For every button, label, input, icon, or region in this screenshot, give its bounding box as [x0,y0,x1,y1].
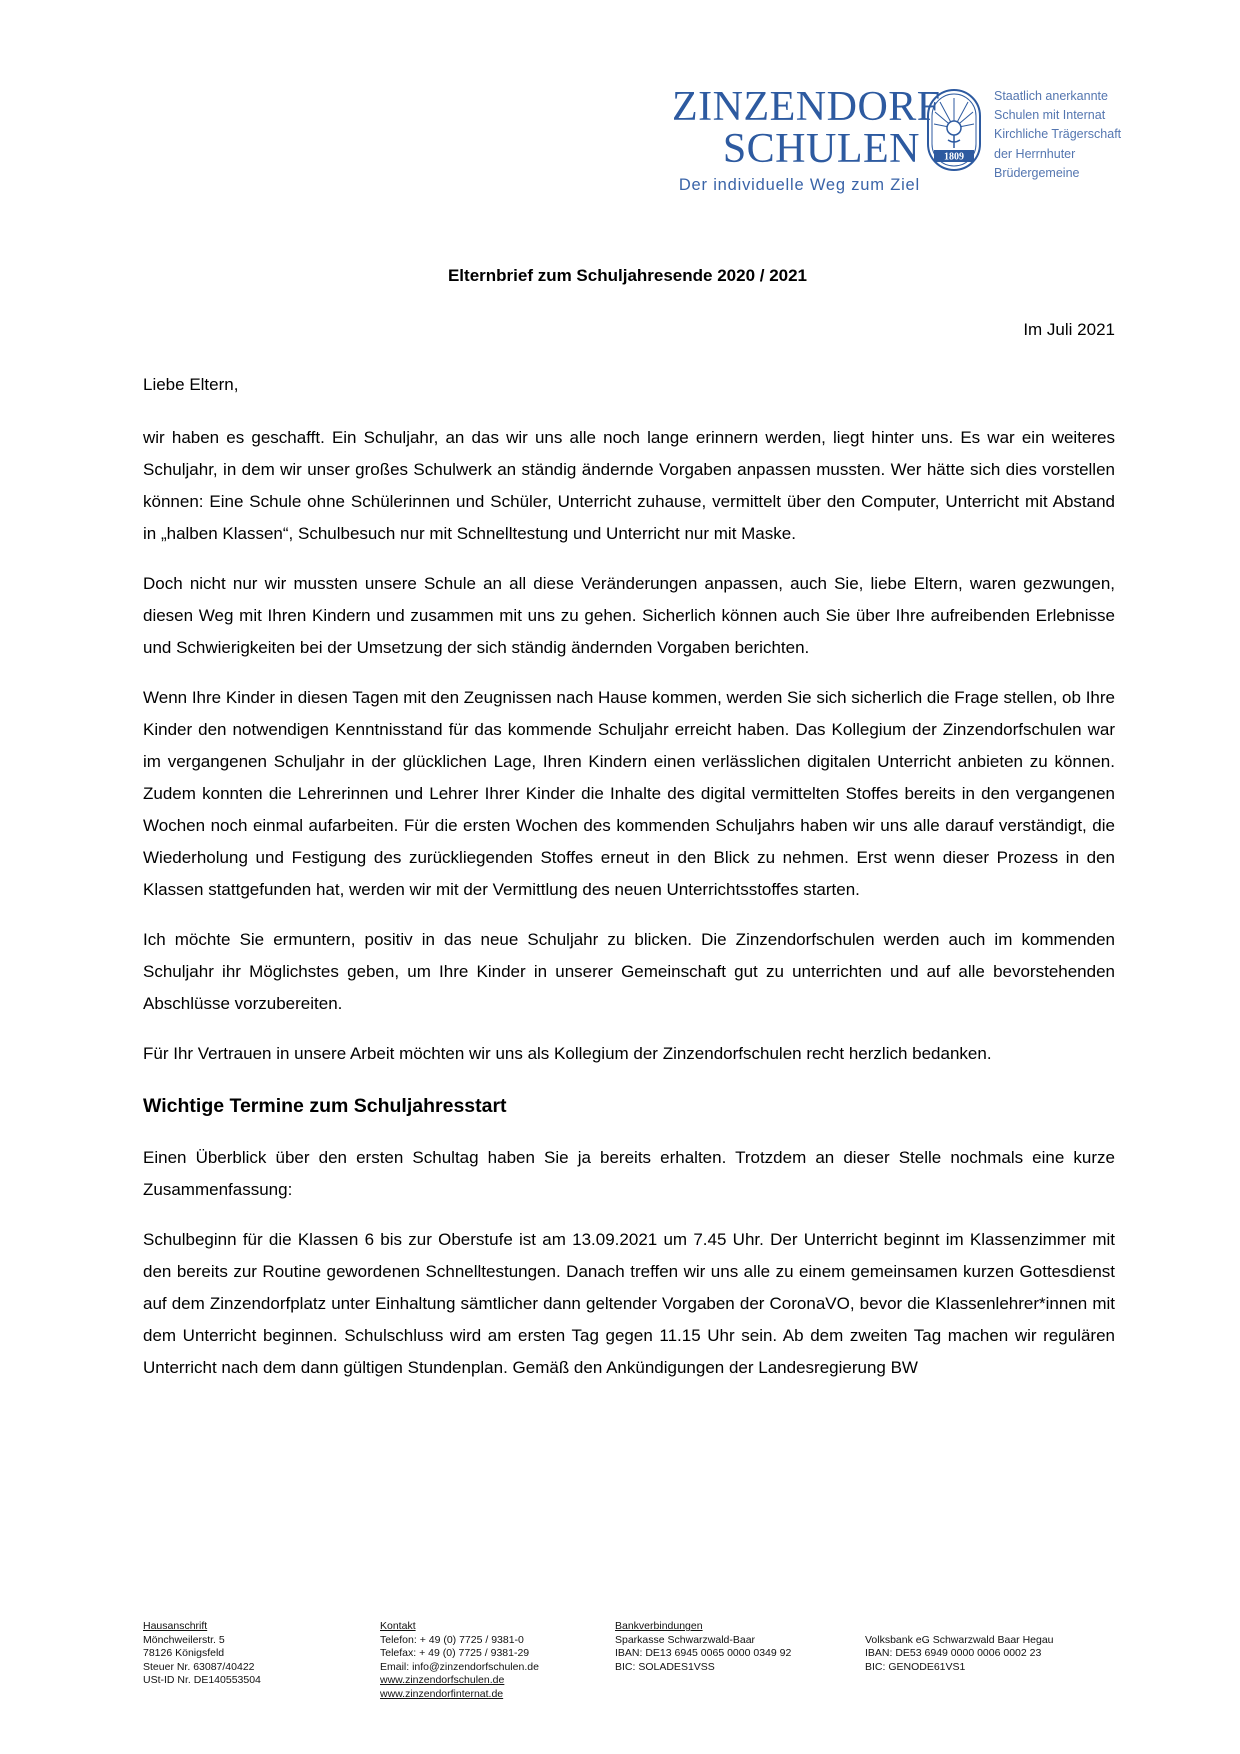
section-heading: Wichtige Termine zum Schuljahresstart [143,1095,507,1117]
footer-heading: Kontakt [380,1620,416,1632]
letter-date: Im Juli 2021 [1023,320,1115,339]
footer-line: BIC: SOLADES1VSS [615,1660,715,1673]
footer-heading: Hausanschrift [143,1620,208,1632]
footer-bank-sparkasse [615,1620,791,1674]
paragraph: Schulbeginn für die Klassen 6 bis zur Oberstufe ist am 13.09.2021 um 7.45 Uhr. Der Unterricht beginnt im Klassenzimmer mit den bereits zur Routine gewordenen Schnelltestungen. Danach treffen wir uns alle zu einem gemeinsamen kurzen Gottesdienst auf dem Zinzendorfplatz unter Einhaltung sämtlicher dann geltender Vorgaben der CoronaVO, bevor die Klassenlehrer*innen mit dem Unterricht beginnen. Schulschluss wird am ersten Tag gegen 11.15 Uhr sein. Ab dem zweiten Tag machen wir regulären Unterricht nach dem dann gültigen Stundenplan. Gemäß den Ankündigungen der Landesregierung BW [143,1230,1115,1377]
letter-body [143,422,1115,1402]
website-link[interactable]: www.zinzendorfschulen.de [380,1674,505,1686]
footer-line: Sparkasse Schwarzwald-Baar [615,1633,756,1646]
descriptor-line: Staatlich anerkannte [994,89,1108,103]
footer-line: 78126 Königsfeld [143,1647,225,1659]
footer-line: Telefax: + 49 (0) 7725 / 9381-29 [380,1647,530,1659]
footer-line: Volksbank eG Schwarzwald Baar Hegau [865,1633,1054,1646]
descriptor-line: Kirchliche Trägerschaft [994,127,1122,142]
descriptor-line: Schulen mit Internat [994,108,1106,123]
school-seal-icon [926,88,982,172]
descriptor-line: Brüdergemeine [994,165,1080,180]
footer-address [143,1620,261,1688]
paragraph: Für Ihr Vertrauen in unsere Arbeit möchten wir uns als Kollegium der Zinzendorfschulen recht herzlich bedanken. [143,1044,992,1063]
descriptor-line: der Herrnhuter [994,146,1076,161]
paragraph: Ich möchte Sie ermuntern, positiv in das neue Schuljahr zu blicken. Die Zinzendorfschulen werden auch im kommenden Schuljahr ihr Möglichstes geben, um Ihre Kinder in unserer Gemeinschaft gut zu unterrichten und auf alle bevorstehenden Abschlüsse vorzubereiten. [143,930,1115,1013]
footer-line: USt-ID Nr. DE140553504 [143,1674,261,1686]
paragraph: Wenn Ihre Kinder in diesen Tagen mit den Zeugnissen nach Hause kommen, werden Sie sich sicherlich die Frage stellen, ob Ihre Kinder den notwendigen Kenntnisstand für das kommende Schuljahr erreicht haben. Das Kollegium der Zinzendorfschulen war im vergangenen Schuljahr in der glücklichen Lage, Ihren Kindern einen verlässlichen digitalen Unterricht anbieten zu können. Zudem konnten die Lehrerinnen und Lehrer Ihrer Kinder die Inhalte des digital vermittelten Stoffes bereits in den vergangenen Wochen noch einmal aufarbeiten. Für die ersten Wochen des kommenden Schuljahrs haben wir uns alle darauf verständigt, die Wiederholung und Festigung des zurückliegenden Stoffes erneut in den Blick zu nehmen. Erst wenn dieser Prozess in den Klassen stattgefunden hat, werden wir mit der Vermittlung des neuen Unterrichtsstoffes starten. [143,688,1115,899]
footer-bank-volksbank [865,1634,1054,1675]
school-descriptor [994,87,1194,183]
footer-line: IBAN: DE13 6945 0065 0000 0349 92 [615,1647,792,1659]
brand-name-line2: SCHULEN [722,126,920,172]
brand-wordmark [672,84,941,195]
salutation: Liebe Eltern, [143,375,239,394]
paragraph: wir haben es geschafft. Ein Schuljahr, an das wir uns alle noch lange erinnern werden, liegt hinter uns. Es war ein weiteres Schuljahr, in dem wir unser großes Schulwerk an ständig ändernde Vorgaben anpassen mussten. Wer hätte sich dies vorstellen können: Eine Schule ohne Schülerinnen und Schüler, Unterricht zuhause, vermittelt über den Computer, Unterricht mit Abstand in „halben Klassen“, Schulbesuch nur mit Schnelltestung und Unterricht nur mit Maske. [143,428,1115,543]
footer-line: Telefon: + 49 (0) 7725 / 9381-0 [380,1633,524,1646]
brand-name-line1: ZINZENDORF [672,84,941,130]
footer-heading: Bankverbindungen [615,1620,703,1632]
brand-tagline: Der individuelle Weg zum Ziel [678,176,920,194]
letter-title: Elternbrief zum Schuljahresende 2020 / 2021 [447,266,808,285]
paragraph: Doch nicht nur wir mussten unsere Schule an all diese Veränderungen anpassen, auch Sie, liebe Eltern, waren gezwungen, diesen Weg mit Ihren Kindern und zusammen mit uns zu gehen. Sicherlich können auch Sie über Ihre aufreibenden Erlebnisse und Schwierigkeiten bei der Umsetzung der sich ständig ändernden Vorgaben berichten. [143,574,1115,657]
seal-year: 1809 [944,151,964,163]
footer-line: Mönchweilerstr. 5 [143,1633,225,1646]
paragraph: Einen Überblick über den ersten Schultag haben Sie ja bereits erhalten. Trotzdem an dieser Stelle nochmals eine kurze Zusammenfassung: [143,1148,1115,1199]
internat-website-link[interactable]: www.zinzendorfinternat.de [380,1687,504,1700]
footer-line: Steuer Nr. 63087/40422 [143,1660,255,1673]
footer-contact [380,1620,539,1701]
footer-line: IBAN: DE53 6949 0000 0006 0002 23 [865,1647,1042,1659]
footer-line: Email: info@zinzendorfschulen.de [380,1660,539,1673]
footer-line: BIC: GENODE61VS1 [865,1660,966,1673]
